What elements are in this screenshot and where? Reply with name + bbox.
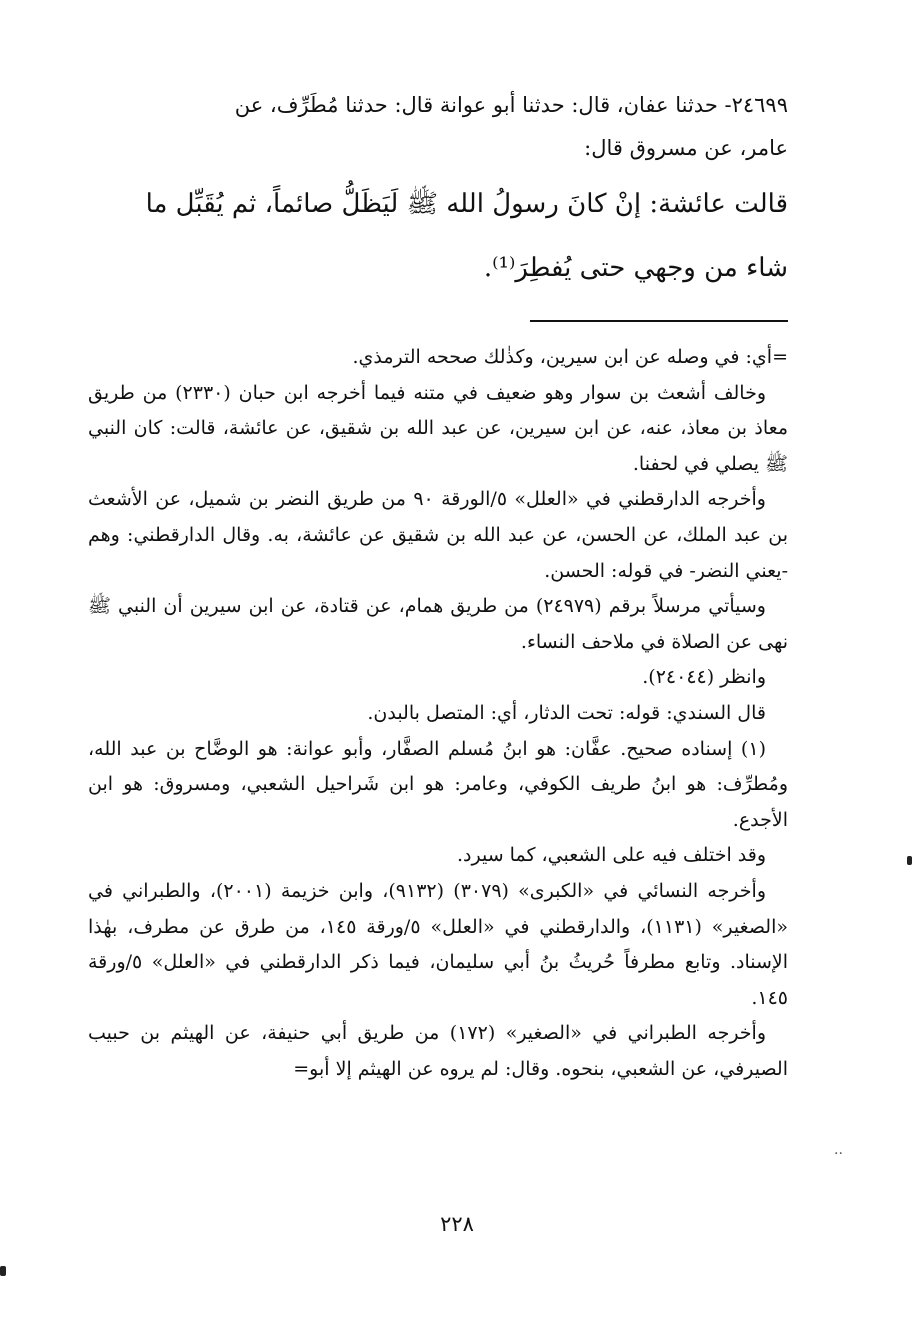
scan-mark xyxy=(907,856,912,865)
footnote-paragraph: وأخرجه النسائي في «الكبرى» (٣٠٧٩) (٩١٣٢)، وابن خزيمة (٢٠٠١)، والطبراني في «الصغير» (١١٣١)، والدارقطني في «العلل» ٥/ورقة ١٤٥، من طرق عن مطرف، بهٰذا الإسناد. وتابع مطرفاً حُريثُ بنُ أبي سليمان، فيما ذكر الدارقطني في «العلل» ٥/ورقة ١٤٥. xyxy=(88,879,788,1009)
footnote-paragraph: وقد اختلف فيه على الشعبي، كما سيرد. xyxy=(457,844,766,867)
hadith-text-line-1: قالت عائشة: إنْ كانَ رسولُ الله ﷺ لَيَظَلُّ صائماً، ثم يُقَبِّل ما xyxy=(145,189,788,219)
footnote-paragraph: =أي: في وصله عن ابن سيرين، وكذٰلك صححه الترمذي. xyxy=(352,346,788,368)
hadith-text-line-2: شاء من وجهي حتى يُفطِرَ⁽¹⁾. xyxy=(483,253,788,283)
scan-mark xyxy=(0,1266,6,1276)
hadith-isnad-line-1: ٢٤٦٩٩- حدثنا عفان، قال: حدثنا أبو عوانة قال: حدثنا مُطَرِّف، عن xyxy=(234,93,788,117)
margin-mark: .. xyxy=(834,1142,843,1158)
hadith-isnad-line-2: عامر، عن مسروق قال: xyxy=(584,136,788,160)
footnotes xyxy=(88,340,788,1087)
page-body xyxy=(88,84,788,1087)
footnote-paragraph: وانظر (٢٤٠٤٤). xyxy=(642,666,766,689)
footnote-paragraph: قال السندي: قوله: تحت الدثار، أي: المتصل بالبدن. xyxy=(367,701,766,724)
page-number: ٢٢٨ xyxy=(440,1212,474,1236)
footnote-separator xyxy=(530,320,788,322)
hadith-block xyxy=(88,84,788,298)
footnote-paragraph: وخالف أشعث بن سوار وهو ضعيف في متنه فيما أخرجه ابن حبان (٢٣٣٠) من طريق معاذ بن معاذ، عنه، عن ابن سيرين، عن عبد الله بن شقيق، عن عائشة، قالت: كان النبي ﷺ يصلي في لحفنا. xyxy=(88,381,788,475)
footnote-paragraph: وأخرجه الدارقطني في «العلل» ٥/الورقة ٩٠ من طريق النضر بن شميل، عن الأشعث بن عبد الملك، عن الحسن، عن عبد الله بن شقيق عن عائشة، به. وقال الدارقطني: وهم -يعني النضر- في قوله: الحسن. xyxy=(88,488,788,582)
footnote-paragraph: وسيأتي مرسلاً برقم (٢٤٩٧٩) من طريق همام، عن قتادة، عن ابن سيرين أن النبي ﷺ نهى عن الصلاة في ملاحف النساء. xyxy=(88,595,788,653)
footnote-paragraph: (١) إسناده صحيح. عفَّان: هو ابنُ مُسلم الصفَّار، وأبو عوانة: هو الوضَّاح بن عبد الله، ومُطرِّف: هو ابنُ طريف الكوفي، وعامر: هو ابن شَراحيل الشعبي، ومسروق: هو ابن الأجدع. xyxy=(88,737,788,831)
footnote-paragraph: وأخرجه الطبراني في «الصغير» (١٧٢) من طريق أبي حنيفة، عن الهيثم بن حبيب الصيرفي، عن الشعبي، بنحوه. وقال: لم يروه عن الهيثم إلا أبو= xyxy=(88,1022,788,1080)
